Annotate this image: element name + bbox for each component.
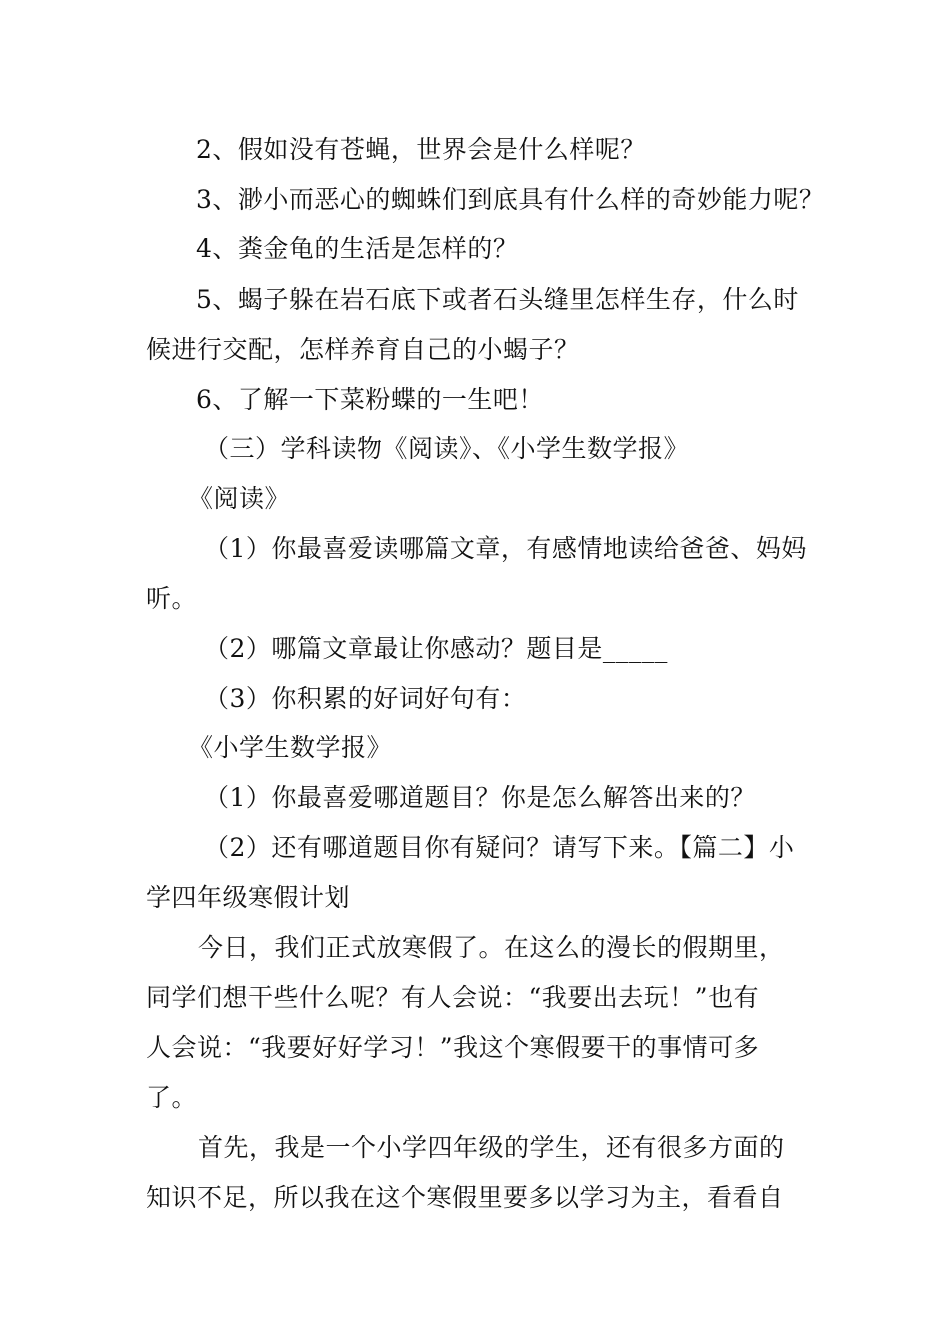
text-line: 3、渺小而恶心的蜘蛛们到底具有什么样的奇妙能力呢？	[196, 185, 825, 214]
text-line: 候进行交配，怎样养育自己的小蝎子？	[146, 335, 580, 364]
text-line: 6、了解一下菜粉蝶的一生吧！	[196, 385, 544, 414]
text-line: 听。	[146, 584, 198, 613]
text-line: （2）哪篇文章最让你感动？题目是_____	[204, 634, 668, 663]
text-line: （2）还有哪道题目你有疑问？请写下来。【篇二】小	[204, 833, 795, 862]
text-line: （3）你积累的好词好句有：	[204, 684, 527, 713]
text-line: 知识不足，所以我在这个寒假里要多以学习为主，看看自	[146, 1183, 784, 1212]
subsection-title: 《小学生数学报》	[188, 733, 393, 762]
text-line: 今日，我们正式放寒假了。在这么的漫长的假期里，	[198, 933, 785, 962]
section-heading: （三）学科读物《阅读》、《小学生数学报》	[204, 434, 690, 463]
text-line: 4、粪金龟的生活是怎样的？	[196, 234, 519, 263]
text-line: 人会说：“我要好好学习！”我这个寒假要干的事情可多	[146, 1033, 760, 1062]
text-line: 同学们想干些什么呢？有人会说：“我要出去玩！”也有	[146, 983, 760, 1012]
text-line: 5、蝎子躲在岩石底下或者石头缝里怎样生存，什么时	[196, 285, 799, 314]
text-line: 学四年级寒假计划	[146, 883, 351, 912]
text-line: 了。	[146, 1083, 198, 1112]
text-line: （1）你最喜爱读哪篇文章，有感情地读给爸爸、妈妈	[204, 534, 807, 563]
text-line: 2、假如没有苍蝇，世界会是什么样呢？	[196, 135, 646, 164]
subsection-title: 《阅读》	[188, 484, 291, 513]
text-line: （1）你最喜爱哪道题目？你是怎么解答出来的？	[204, 783, 756, 812]
text-line: 首先，我是一个小学四年级的学生，还有很多方面的	[198, 1133, 785, 1162]
